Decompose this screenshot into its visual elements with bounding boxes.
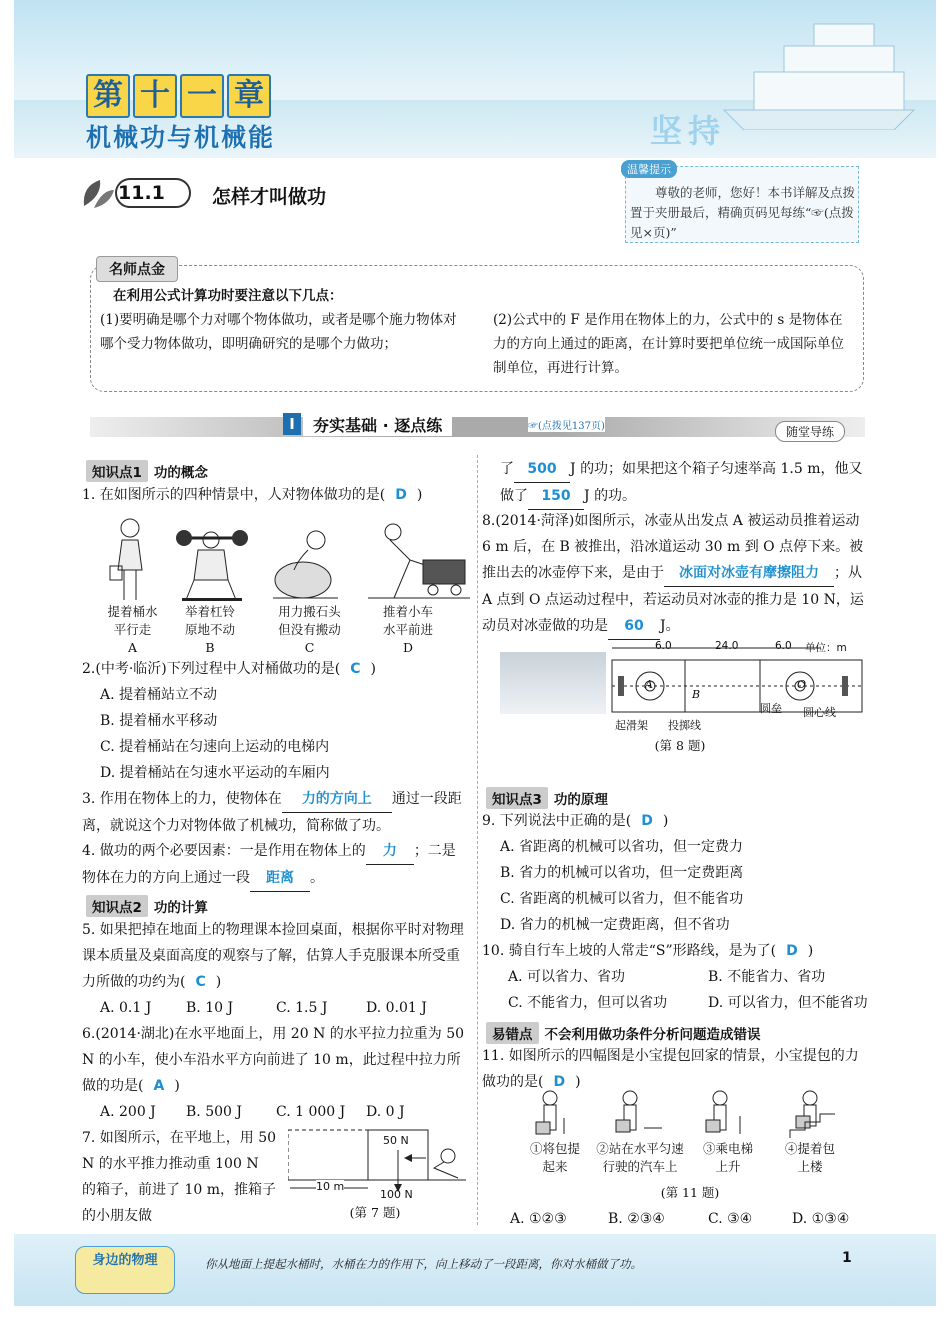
question-7-continued: 了 500 J 的功；如果把这个箱子匀速举高 1.5 m，他又做了 150 J 的功。 [500,456,870,510]
q1-figure [98,510,470,602]
column-divider [477,455,478,1225]
q1-caption-a: 提着桶水 平行走 A [107,604,158,655]
question-9: 9. 下列说法中正确的是( D ) [482,813,669,829]
q8-point-o: O [797,678,807,691]
master-tips-label: 名师点金 [96,256,178,282]
q7-force-label: 50 N [383,1134,409,1147]
q5-option-b: B. 10 J [186,1000,234,1016]
question-6: 6.(2014·湖北)在水平地面上，用 20 N 的水平拉力拉重为 50 N 的小车，使小车沿水平方向前进了 10 m，此过程中拉力所做的功是( A ) [82,1026,465,1094]
question-2: 2.(中考·临沂)下列过程中人对桶做功的是( C ) [82,661,376,677]
q8-label-centerline: 圆心线 [803,706,836,719]
question-1: 1. 在如图所示的四种情景中，人对物体做功的是( D ) [82,487,423,503]
q11-caption-4: ④提着包 上楼 [784,1141,835,1174]
q11-figure-caption: (第 11 题) [660,1185,720,1200]
q2-option-d: D. 提着桶站在匀速水平运动的车厢内 [100,765,330,781]
band-title: 夯实基础 · 逐点练 [303,413,452,436]
q7-distance-label: 10 m [316,1180,345,1193]
q11-caption-1: ①将包提 起来 [529,1141,580,1174]
master-point-1: (1)要明确是哪个力对哪个物体做功，或者是哪个施力物体对哪个受力物体做功，即明确研究的是哪个力做功； [100,312,457,352]
q8-point-b: B [692,688,701,701]
footer-text: 你从地面上提起水桶时，水桶在力的作用下，向上移动了一段距离，你对水桶做了功。 [205,1257,642,1271]
q5-option-a: A. 0.1 J [100,1000,152,1016]
knowledge-point-2: 知识点2 功的计算 [86,895,208,917]
band-right-label: 随堂导练 [775,421,845,442]
q5-option-d: D. 0.01 J [366,1000,427,1016]
master-point-2: (2)公式中的 F 是作用在物体上的力，公式中的 s 是物体在力的方向上通过的距离，在计算时要把单位统一成国际单位制单位，再进行计算。 [493,312,844,376]
q9-option-a: A. 省距离的机械可以省功，但一定费力 [500,839,744,855]
q6-option-b: B. 500 J [186,1104,242,1120]
knowledge-point-3: 知识点3 功的原理 [486,787,608,809]
motto: 坚持 [650,112,727,150]
chapter-subtitle: 机械功与机械能 [86,123,276,152]
q9-option-c: C. 省距离的机械可以省力，但不能省功 [500,891,744,907]
q8-point-a: A [645,678,653,691]
q1-caption-d: 推着小车 水平前进 D [382,604,433,655]
question-4: 4. 做功的两个必要因素：一是作用在物体上的 力 ；二是物体在力的方向上通过一段 距离 。 [82,838,467,892]
q11-caption-2: ②站在水平匀速 行驶的汽车上 [596,1141,684,1174]
q8-dim-2: 24.0 [715,640,739,652]
q10-option-b: B. 不能省力、省功 [708,969,826,985]
question-10: 10. 骑自行车上坡的人常走“S”形路线，是为了( D ) [482,943,814,959]
question-3: 3. 作用在物体上的力，使物体在 力的方向上 通过一段距离，就说这个力对物体做了机械功，简称做了功。 [82,786,467,839]
q2-option-a: A. 提着桶站立不动 [100,687,218,703]
q7-figure [288,1128,468,1200]
q9-option-b: B. 省力的机械可以省功，但一定费距离 [500,865,744,881]
q8-label-slider: 起滑架 [615,719,648,732]
q8-unit: 单位：m [805,642,847,654]
page-number: 1 [842,1250,852,1266]
q5-option-c: C. 1.5 J [276,1000,328,1016]
q8-curling-photo [500,652,606,714]
q10-option-d: D. 可以省力，但不能省功 [708,995,868,1011]
q8-label-throwline: 投掷线 [668,719,701,732]
q11-figure [520,1090,850,1140]
q8-dim-3: 6.0 [775,640,792,652]
q11-option-b: B. ②③④ [608,1211,665,1227]
q11-caption-3: ③乘电梯 上升 [702,1141,753,1174]
q10-option-c: C. 不能省力，但可以省功 [508,995,668,1011]
q1-caption-c: 用力搬石头 但没有搬动 C [278,604,341,655]
chapter-number: 第 十 一 章 [86,74,271,118]
q2-option-c: C. 提着桶站在匀速向上运动的电梯内 [100,739,330,755]
tip-text: 尊敬的老师，您好！本书详解及点拨置于夹册最后，精确页码见每练“☞(点拨见×页)” [630,185,856,240]
error-point: 易错点 不会利用做功条件分析问题造成错误 [486,1022,761,1044]
section-band [90,417,865,437]
q6-option-d: D. 0 J [366,1104,405,1120]
q10-option-a: A. 可以省力、省功 [508,969,626,985]
q6-option-c: C. 1 000 J [276,1104,346,1120]
question-7: 7. 如图所示，在平地上，用 50 N 的水平推力推动重 100 N 的箱子，前进了 10 m，推箱子的小朋友做 [82,1130,277,1224]
q8-label-house: 圆垒 [760,702,782,715]
q2-option-b: B. 提着桶水平移动 [100,713,218,729]
knowledge-point-1: 知识点1 功的概念 [86,460,208,482]
q7-weight-label: 100 N [380,1188,413,1201]
q11-option-c: C. ③④ [708,1211,753,1227]
ship-illustration [714,10,934,130]
question-11: 11. 如图所示的四幅图是小宝提包回家的情景，小宝提包的力做功的是( D ) [482,1048,859,1090]
q8-dim-1: 6.0 [655,640,672,652]
tip-label: 温馨提示 [621,160,677,178]
section-number: 11.1 [118,182,165,204]
q1-caption-b: 举着杠铃 原地不动 B [184,604,235,655]
band-icon: Ⅰ [283,413,301,435]
q9-option-d: D. 省力的机械一定费距离，但不省功 [500,917,730,933]
master-intro: 在利用公式计算功时要注意以下几点： [113,288,343,304]
band-reference: ☞(点拨见137页) [528,417,605,432]
q8-figure-caption: (第 8 题) [654,738,706,753]
section-title: 怎样才叫做功 [212,186,327,208]
q6-option-a: A. 200 J [100,1104,156,1120]
question-5: 5. 如果把掉在地面上的物理课本捡回桌面，根据你平时对物理课本质量及桌面高度的观察与了解，估算人手克服课本所受重力所做的功约为( C ) [82,922,464,990]
q11-option-d: D. ①③④ [792,1211,850,1227]
q7-figure-caption: (第 7 题) [349,1205,401,1220]
question-8: 8.(2014·菏泽)如图所示，冰壶从出发点 A 被运动员推着运动 6 m 后，在 B 被推出，沿冰道运动 30 m 到 O 点停下来。被推出去的冰壶停下来，是由于 冰面对冰壶有摩擦阻力 ；从 A 点到 O 点运动过程中，若运动员对冰壶的推力是 10 N，运动员对冰壶做的功是 60 J。 [482,508,870,640]
footer-logo: 身边的物理 [75,1246,175,1294]
q11-option-a: A. ①②③ [510,1211,567,1227]
